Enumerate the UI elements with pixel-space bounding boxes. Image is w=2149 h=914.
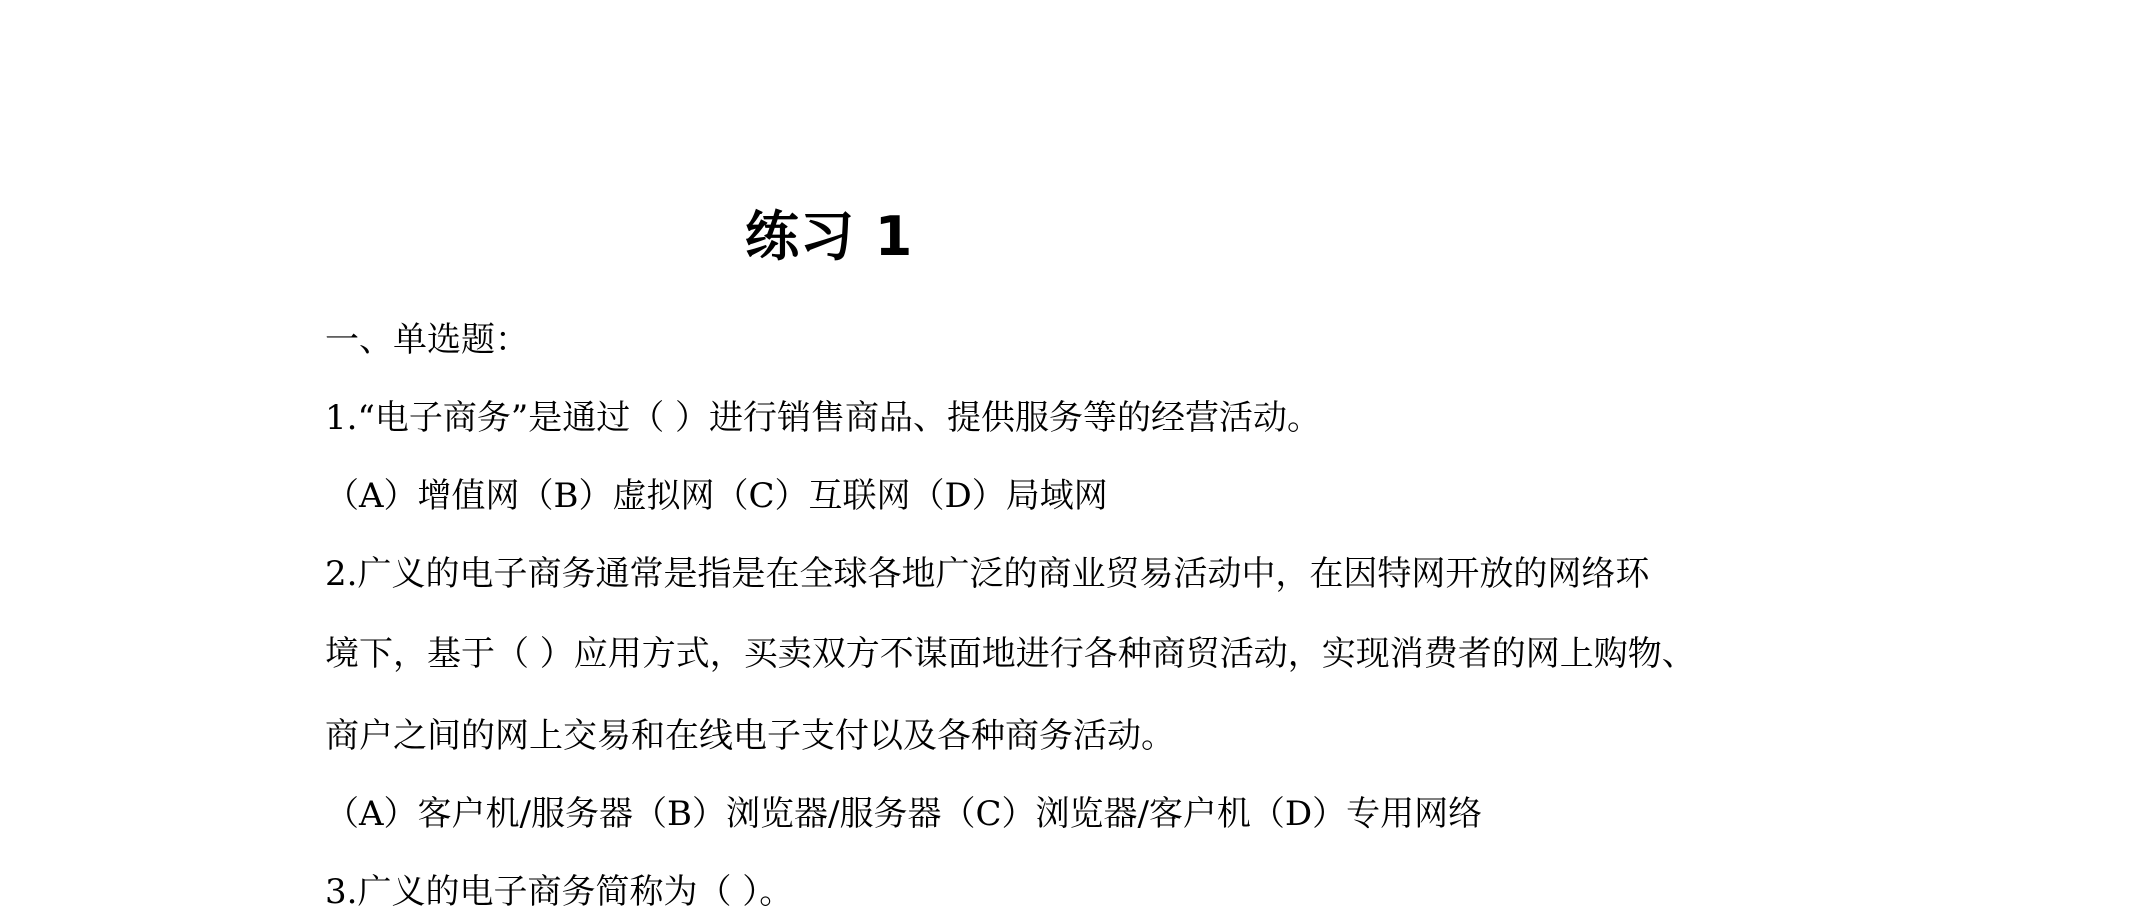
section-heading: 一、单选题：: [325, 320, 529, 360]
question-1-text: 1.“电子商务”是通过（ ）进行销售商品、提供服务等的经营活动。: [325, 398, 1322, 438]
document-title: 练习 1: [745, 205, 914, 268]
question-2-text-line-1: 2.广义的电子商务通常是指是在全球各地广泛的商业贸易活动中，在因特网开放的网络环: [325, 554, 1650, 594]
question-2-options: （A）客户机/服务器（B）浏览器/服务器（C）浏览器/客户机（D）专用网络: [325, 794, 1483, 834]
question-2-text-line-3: 商户之间的网上交易和在线电子支付以及各种商务活动。: [325, 716, 1175, 756]
question-2-text-line-2: 境下，基于（ ）应用方式，买卖双方不谋面地进行各种商贸活动，实现消费者的网上购物、: [325, 634, 1696, 674]
question-3-text: 3.广义的电子商务简称为（ ）。: [325, 872, 794, 912]
question-1-options: （A）增值网（B）虚拟网（C）互联网（D）局域网: [325, 476, 1108, 516]
